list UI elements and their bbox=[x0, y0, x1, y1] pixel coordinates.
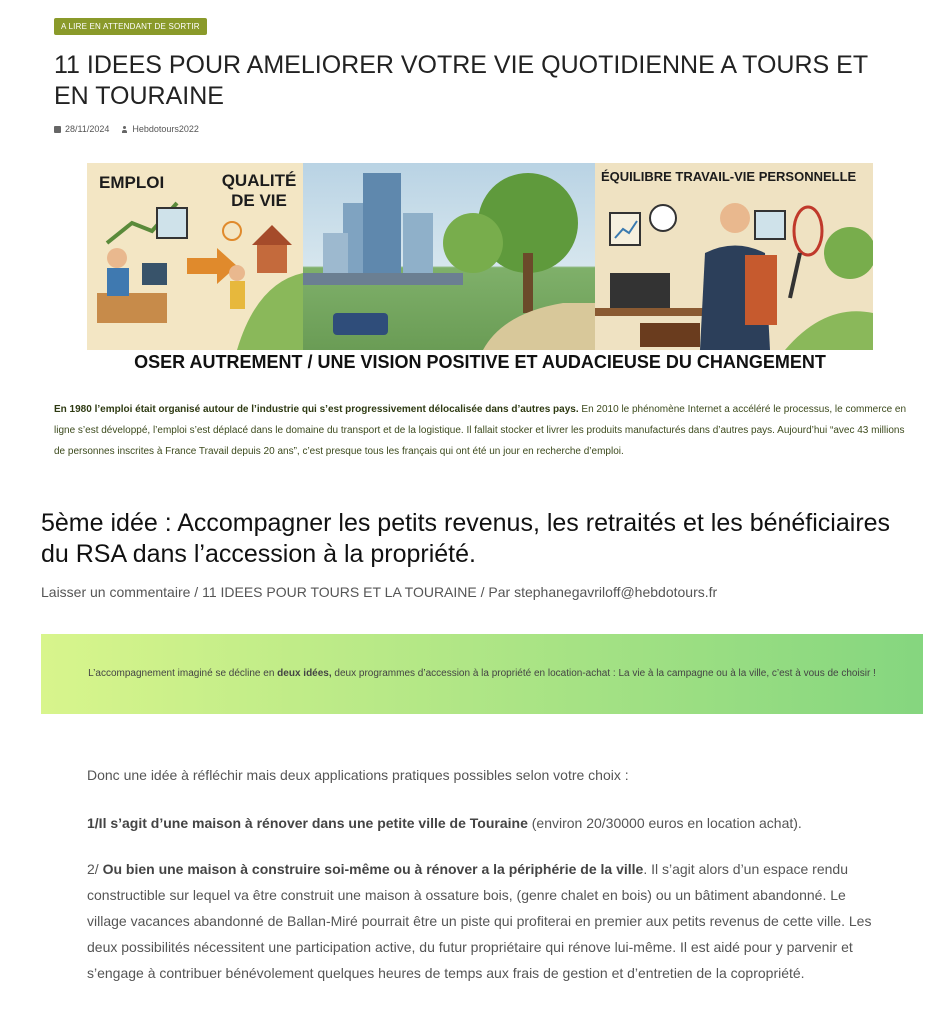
post-author[interactable]: Hebdotours2022 bbox=[132, 124, 199, 134]
paragraph-3-bold: Ou bien une maison à construire soi-même ou à rénover a la périphérie de la ville bbox=[102, 861, 644, 877]
paragraph-1: Donc une idée à réfléchir mais deux applications pratiques possibles selon votre choix : bbox=[87, 767, 629, 783]
highlight-box bbox=[41, 634, 923, 714]
post-author-link[interactable]: stephanegavriloff@hebdotours.fr bbox=[514, 584, 718, 600]
category-badge[interactable]: A LIRE EN ATTENDANT DE SORTIR bbox=[54, 18, 207, 35]
intro-rest: En 2010 le phénomène Internet a accéléré le processus, le commerce en ligne s’est développé, l’emploi s’est déplacé dans le domaine du transport et de la logistique. Il fallait stocker et livrer les produits manufacturés dans d’autres pays. Aujourd’hui “avec 43 millions de personnes inscrites à France Travail depuis 20 ans”, c’est presque tous les français qui ont été un jour en recherche d’emploi. bbox=[54, 404, 907, 457]
meta-by: / Par bbox=[476, 584, 515, 600]
paragraph-2: 1/Il s’agit d’une maison à rénover dans une petite ville de Touraine (environ 20/30000 euros en location achat). bbox=[87, 815, 802, 831]
paragraph-2-bold: 1/Il s’agit d’une maison à rénover dans une petite ville de Touraine bbox=[87, 815, 528, 831]
banner-panel-emploi bbox=[87, 163, 303, 350]
post-category-link[interactable]: 11 IDEES POUR TOURS ET LA TOURAINE bbox=[202, 584, 477, 600]
banner-label-qualite: QUALITÉ DE VIE bbox=[221, 171, 297, 210]
post-meta-header bbox=[54, 124, 199, 134]
city-illustration bbox=[303, 163, 595, 350]
page-title: 11 IDEES POUR AMELIORER VOTRE VIE QUOTIDIENNE A TOURS ET EN TOURAINE bbox=[54, 51, 868, 110]
banner-panel-equilibre bbox=[595, 163, 873, 350]
intro-text bbox=[54, 399, 914, 462]
post-date[interactable]: 28/11/2024 bbox=[65, 124, 110, 134]
calendar-icon bbox=[54, 126, 61, 133]
highlight-bold: deux idées, bbox=[277, 668, 332, 679]
post-meta bbox=[41, 584, 717, 600]
comment-link[interactable]: Laisser un commentaire bbox=[41, 584, 191, 600]
post-title[interactable]: 5ème idée : Accompagner les petits revenus, les retraités et les bénéficiaires du RSA dans l’accession à la propriété. bbox=[41, 509, 891, 568]
author-icon bbox=[121, 126, 128, 133]
banner-label-emploi: EMPLOI bbox=[99, 173, 165, 192]
intro-bold: En 1980 l’emploi était organisé autour de l’industrie qui s’est progressivement délocalisée dans d’autres pays. bbox=[54, 404, 579, 415]
equilibre-illustration bbox=[595, 163, 873, 350]
banner-label-equilibre: ÉQUILIBRE TRAVAIL-VIE PERSONNELLE bbox=[601, 169, 857, 184]
meta-separator: / bbox=[190, 584, 203, 600]
featured-banner-image bbox=[87, 163, 873, 375]
highlight-text: L’accompagnement imaginé se décline en deux idées, deux programmes d’accession à la propriété en location-achat : La vie à la campagne ou à la ville, c’est à vous de choisir ! bbox=[88, 668, 876, 679]
paragraph-3: 2/ Ou bien une maison à construire soi-même ou à rénover a la périphérie de la ville. Il s’agit alors d’un espace rendu constructible sur lequel va être construit une maison à ossature bois, (genre chalet en bois) ou un bâtiment abandonné. Le village vacances abandonné de Ballan-Miré pourrait être un piste qui profiterai en premier aux petits revenus de cette ville. Les deux possibilités nécessitent une participation active, du futur propriétaire qui rénove lui-même. Il est aidé pour y parvenir et s’engage à contribuer bénévolement quelques heures de temps aux frais de gestion et d’entretien de la copropriété. bbox=[87, 861, 872, 981]
banner-caption: OSER AUTREMENT / UNE VISION POSITIVE ET AUDACIEUSE DU CHANGEMENT bbox=[87, 350, 873, 375]
banner-panel-city bbox=[303, 163, 595, 350]
